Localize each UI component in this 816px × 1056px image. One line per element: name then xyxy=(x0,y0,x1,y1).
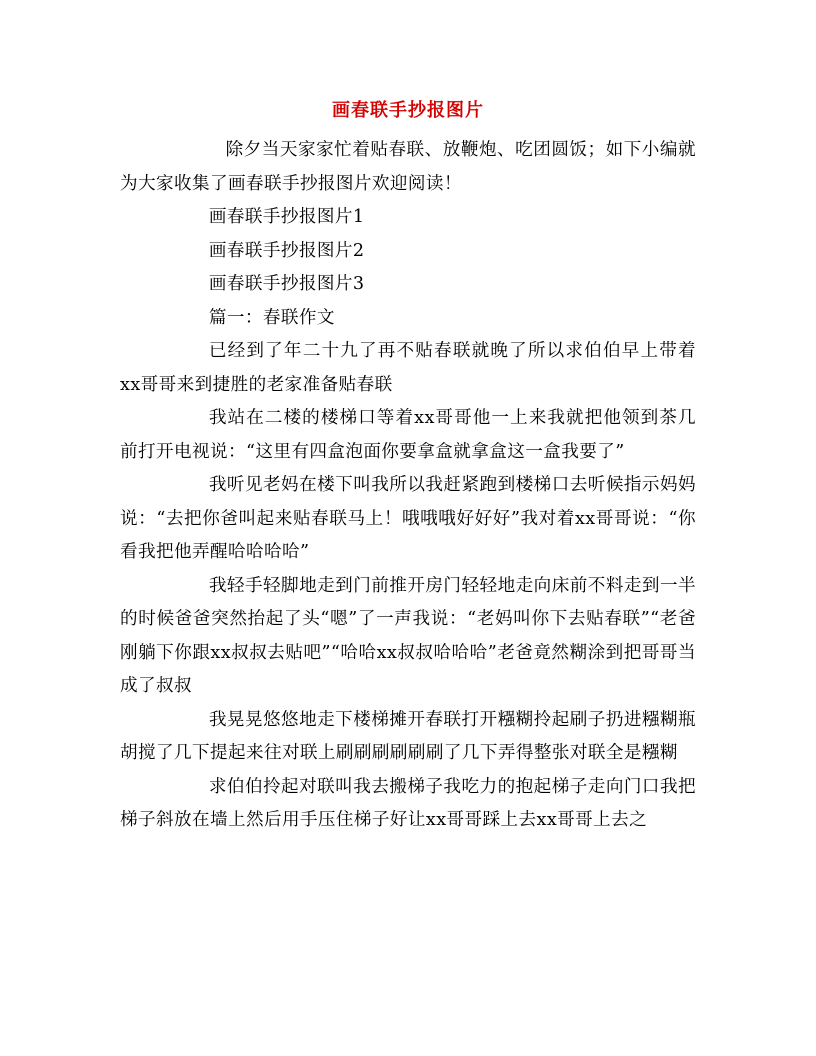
intro-paragraph: 除夕当天家家忙着贴春联、放鞭炮、吃团圆饭；如下小编就为大家收集了画春联手抄报图片欢迎阅读！ xyxy=(120,140,696,194)
document-body xyxy=(120,134,696,838)
body-paragraph: 我站在二楼的楼梯口等着xx哥哥他一上来我就把他领到茶几前打开电视说：“这里有四盒泡面你要拿盒就拿盒这一盒我要了” xyxy=(120,408,696,462)
body-paragraph: 已经到了年二十九了再不贴春联就晚了所以求伯伯早上带着xx哥哥来到捷胜的老家准备贴春联 xyxy=(120,341,696,395)
section-heading: 篇一：春联作文 xyxy=(208,307,335,328)
list-item: 画春联手抄报图片3 xyxy=(208,274,365,294)
body-paragraph: 我轻手轻脚地走到门前推开房门轻轻地走向床前不料走到一半的时候爸爸突然抬起了头“嗯”了一声我说：“老妈叫你下去贴春联”“老爸刚躺下你跟xx叔叔去贴吧”“哈哈xx叔叔哈哈哈”老爸竟然糊涂到把哥哥当成了叔叔 xyxy=(120,575,696,696)
list-item: 画春联手抄报图片2 xyxy=(208,240,365,261)
document-title: 画春联手抄报图片 xyxy=(332,100,484,121)
body-paragraph: 我听见老妈在楼下叫我所以我赶紧跑到楼梯口去听候指示妈妈说：“去把你爸叫起来贴春联马上！哦哦哦好好好”我对着xx哥哥说：“你看我把他弄醒哈哈哈哈” xyxy=(120,475,696,562)
body-paragraph: 我晃晃悠悠地走下楼梯摊开春联打开糨糊拎起刷子扔进糨糊瓶胡搅了几下提起来往对联上刷刷刷刷刷刷了几下弄得整张对联全是糨糊 xyxy=(120,709,696,763)
body-paragraph: 求伯伯拎起对联叫我去搬梯子我吃力的抱起梯子走向门口我把梯子斜放在墙上然后用手压住梯子好让xx哥哥踩上去xx哥哥上去之 xyxy=(120,776,696,830)
list-item: 画春联手抄报图片1 xyxy=(208,207,365,227)
